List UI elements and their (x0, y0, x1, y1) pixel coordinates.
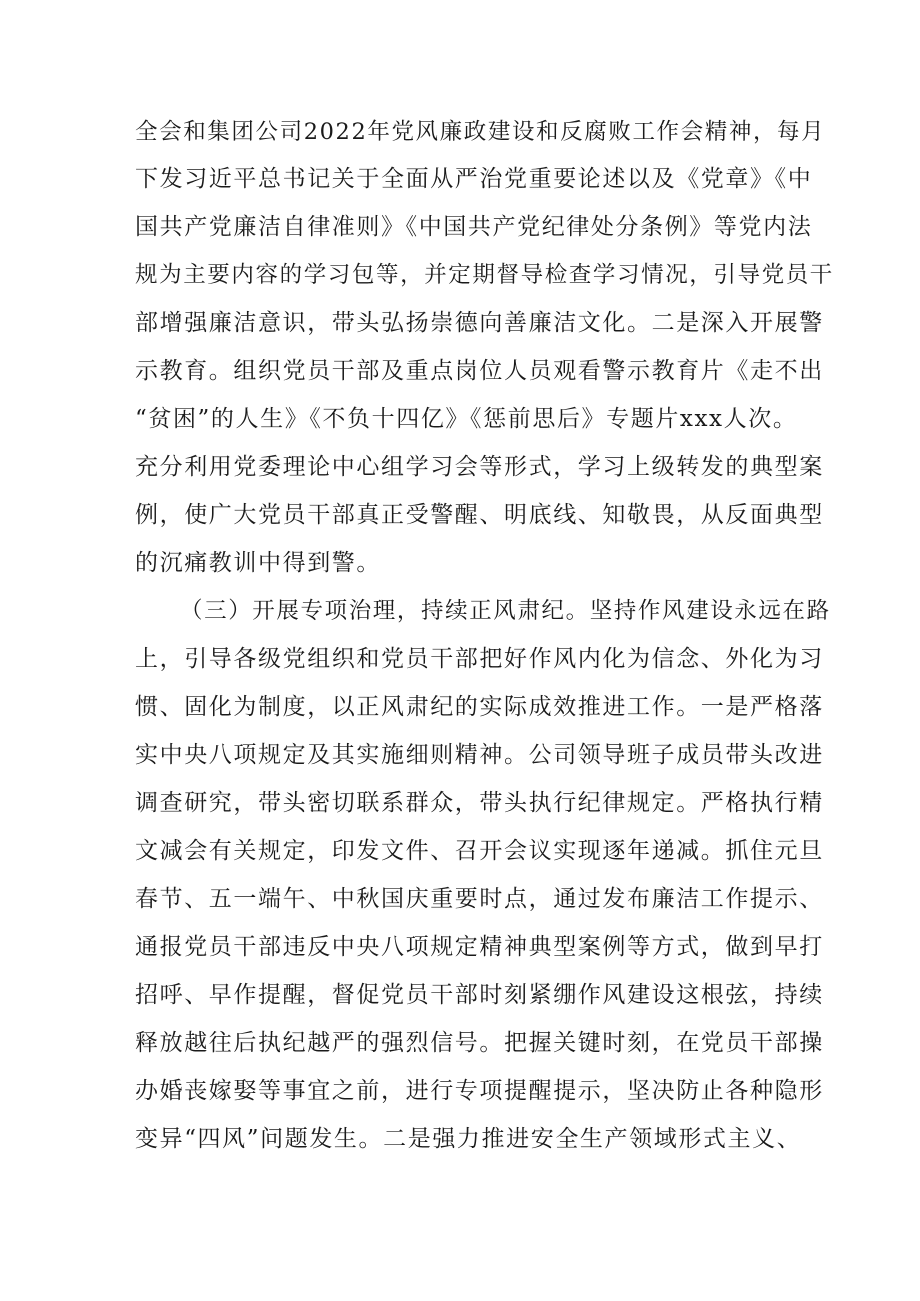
text-line-15: 调查研究，带头密切联系群众，带头执行纪律规定。严格执行精 (135, 790, 824, 816)
section-heading-line: （三）开展专项治理，持续正风肃纪。坚持作风建设永远在路 (180, 598, 831, 624)
text-line-5: 部增强廉洁意识，带头弘扬崇德向善廉洁文化。二是深入开展警 (135, 310, 824, 336)
text-line-18: 通报党员干部违反中央八项规定精神典型案例等方式，做到早打 (135, 934, 824, 960)
text-line-10: 的沉痛教训中得到警。 (135, 550, 381, 576)
text-line-6: 示教育。组织党员干部及重点岗位人员观看警示教育片《走不出 (135, 358, 824, 384)
text-line-2: 下发习近平总书记关于全面从严治党重要论述以及《党章》《中 (135, 166, 813, 192)
text-line-8: 充分利用党委理论中心组学习会等形式，学习上级转发的典型案 (135, 454, 824, 480)
text-line-22: 变异“四风”问题发生。二是强力推进安全生产领域形式主义、 (135, 1126, 802, 1152)
text-line-7: “贫困”的人生》《不负十四亿》《惩前思后》专题片xxx人次。 (135, 406, 798, 432)
text-line-1: 全会和集团公司2022年党风廉政建设和反腐败工作会精神，每月 (135, 119, 826, 145)
text-line-20: 释放越往后执纪越严的强烈信号。把握关键时刻，在党员干部操 (135, 1030, 824, 1056)
text-line-17: 春节、五一端午、中秋国庆重要时点，通过发布廉洁工作提示、 (135, 886, 824, 912)
text-line-14: 实中央八项规定及其实施细则精神。公司领导班子成员带头改进 (135, 742, 824, 768)
text-line-13: 惯、固化为制度，以正风肃纪的实际成效推进工作。一是严格落 (135, 694, 824, 720)
text-line-21: 办婚丧嫁娶等事宜之前，进行专项提醒提示，坚决防止各种隐形 (135, 1078, 824, 1104)
text-line-12: 上，引导各级党组织和党员干部把好作风内化为信念、外化为习 (135, 646, 824, 672)
text-line-3: 国共产党廉洁自律准则》《中国共产党纪律处分条例》等党内法 (135, 214, 813, 240)
text-line-19: 招呼、早作提醒，督促党员干部时刻紧绷作风建设这根弦，持续 (135, 982, 824, 1008)
text-line-9: 例，使广大党员干部真正受警醒、明底线、知敬畏，从反面典型 (135, 502, 824, 528)
text-line-16: 文减会有关规定，印发文件、召开会议实现逐年递减。抓住元旦 (135, 838, 824, 864)
text-line-4: 规为主要内容的学习包等，并定期督导检查学习情况，引导党员干 (135, 262, 834, 288)
